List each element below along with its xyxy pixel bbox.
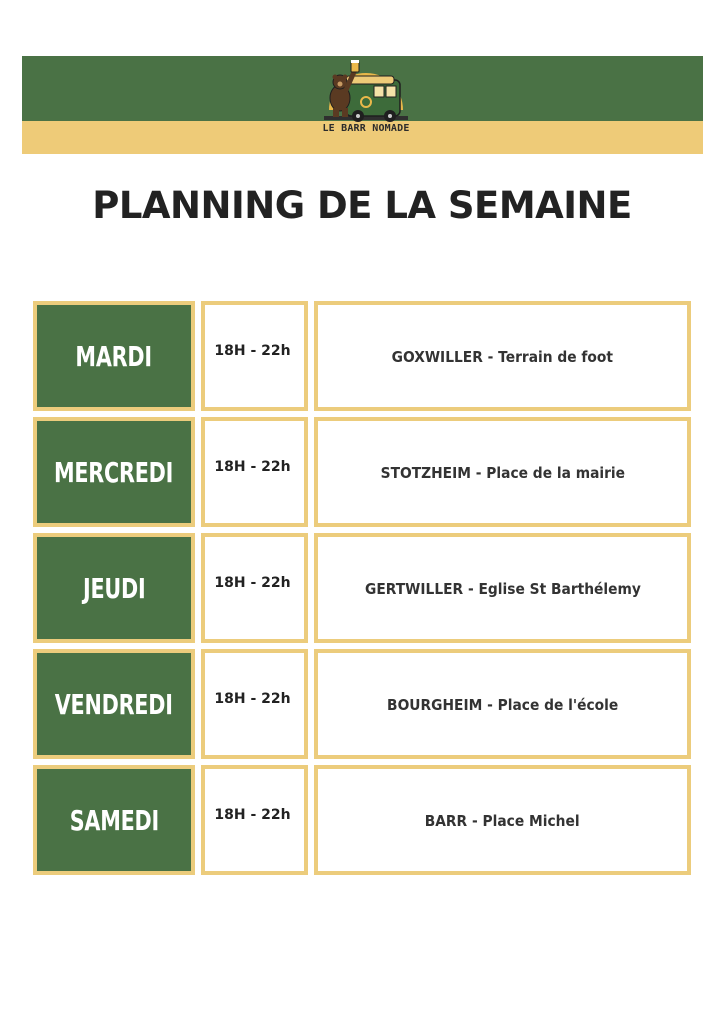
location-label: STOTZHEIM - Place de la mairie — [380, 464, 625, 482]
logo-wordmark: LE BARR NOMADE — [322, 123, 410, 134]
day-cell — [33, 765, 195, 875]
location-cell — [314, 417, 691, 527]
day-label: SAMEDI — [69, 803, 159, 837]
day-label: MERCREDI — [54, 455, 174, 489]
time-cell — [201, 301, 308, 411]
header-banner — [22, 56, 703, 154]
day-label: JEUDI — [82, 571, 146, 605]
location-cell — [314, 301, 691, 411]
location-cell — [314, 533, 691, 643]
schedule-table — [33, 301, 691, 881]
time-cell — [201, 765, 308, 875]
day-label: MARDI — [75, 339, 153, 373]
location-cell — [314, 649, 691, 759]
page-title: PLANNING DE LA SEMAINE — [92, 184, 632, 227]
time-label: 18H - 22h — [214, 807, 291, 823]
location-label: BOURGHEIM - Place de l'école — [386, 696, 619, 714]
day-cell — [33, 417, 195, 527]
schedule-row — [33, 301, 691, 411]
time-cell — [201, 649, 308, 759]
time-label: 18H - 22h — [214, 575, 291, 591]
day-cell — [33, 649, 195, 759]
location-label: GERTWILLER - Eglise St Barthélemy — [364, 580, 641, 598]
schedule-row — [33, 417, 691, 527]
schedule-row — [33, 533, 691, 643]
location-label: GOXWILLER - Terrain de foot — [391, 348, 614, 366]
food-truck-logo-icon — [316, 50, 416, 128]
location-label: BARR - Place Michel — [425, 812, 580, 830]
brand-logo — [316, 50, 416, 142]
day-label: VENDREDI — [55, 687, 173, 721]
time-label: 18H - 22h — [214, 691, 291, 707]
time-cell — [201, 417, 308, 527]
location-cell — [314, 765, 691, 875]
day-cell — [33, 533, 195, 643]
day-cell — [33, 301, 195, 411]
time-label: 18H - 22h — [214, 343, 291, 359]
time-cell — [201, 533, 308, 643]
schedule-row — [33, 649, 691, 759]
schedule-row — [33, 765, 691, 875]
time-label: 18H - 22h — [214, 459, 291, 475]
